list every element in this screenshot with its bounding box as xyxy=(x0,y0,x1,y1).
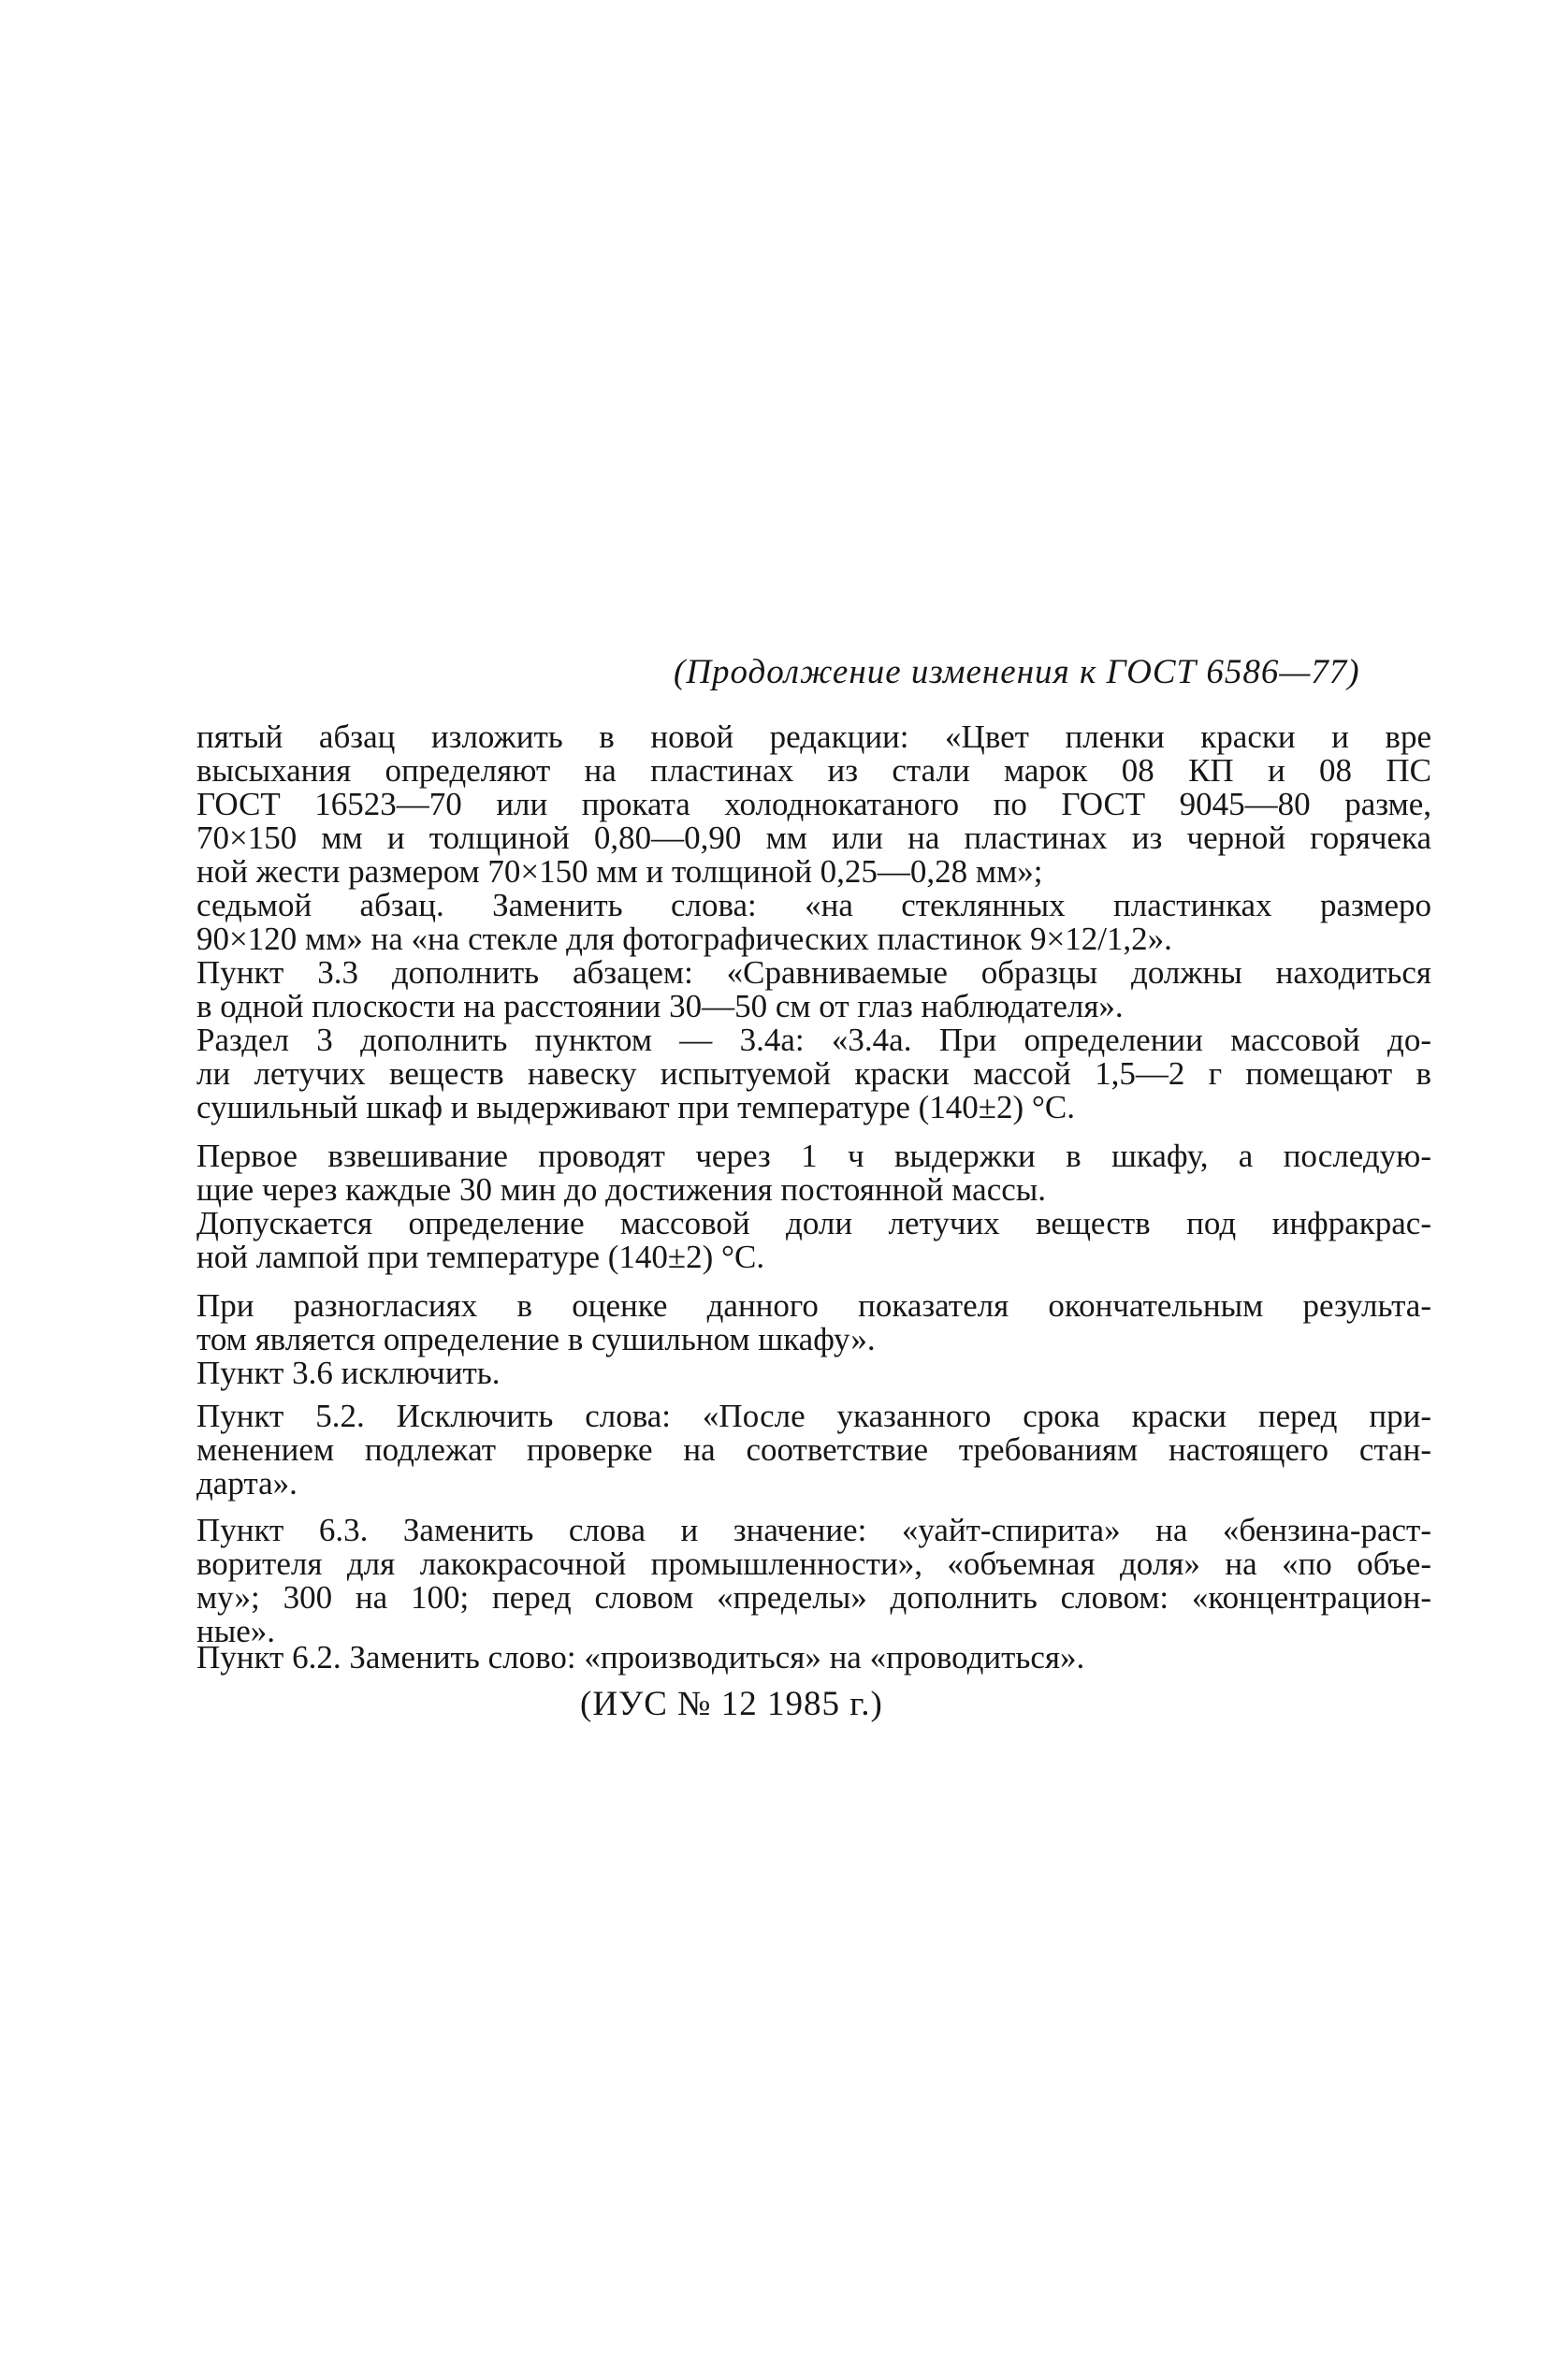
text-line-4: 70×150 мм и толщиной 0,80—0,90 мм или на пластинах из черной горячека xyxy=(196,820,1431,856)
text-line-2: высыхания определяют на пластинах из стали марок 08 КП и 08 ПС xyxy=(196,752,1431,789)
text-line-18: том является определение в сушильном шкафу». xyxy=(196,1321,876,1357)
text-line-9: в одной плоскости на расстоянии 30—50 см от глаз наблюдателя». xyxy=(196,988,1124,1024)
text-line-7: 90×120 мм» на «на стекле для фотографических пластинок 9×12/1,2». xyxy=(196,921,1172,957)
text-line-21: менением подлежат проверке на соответствие требованиям настоящего стан- xyxy=(196,1431,1431,1468)
text-line-6: седьмой абзац. Заменить слова: «на стеклянных пластинках размеро xyxy=(196,887,1431,923)
text-line-19: Пункт 3.6 исключить. xyxy=(196,1355,501,1391)
text-line-25: му»; 300 на 100; перед словом «пределы» дополнить словом: «концентрацион- xyxy=(196,1579,1431,1616)
text-line-12: сушильный шкаф и выдерживают при температуре (140±2) °С. xyxy=(196,1089,1075,1125)
text-line-5: ной жести размером 70×150 мм и толщиной 0,25—0,28 мм»; xyxy=(196,853,1043,890)
text-line-17: При разногласиях в оценке данного показателя окончательным результа- xyxy=(196,1287,1431,1324)
text-line-27: Пункт 6.2. Заменить слово: «производиться» на «проводиться». xyxy=(196,1639,1085,1676)
text-line-15: Допускается определение массовой доли летучих веществ под инфракрас- xyxy=(196,1205,1431,1241)
text-line-1: пятый абзац изложить в новой редакции: «Цвет пленки краски и вре xyxy=(196,718,1431,755)
text-line-16: ной лампой при температуре (140±2) °С. xyxy=(196,1239,765,1275)
text-line-20: Пункт 5.2. Исключить слова: «После указанного срока краски перед при- xyxy=(196,1398,1431,1434)
text-line-26: ные». xyxy=(196,1613,276,1649)
source-reference: (ИУС № 12 1985 г.) xyxy=(580,1685,883,1723)
text-line-10: Раздел 3 дополнить пунктом — 3.4а: «3.4а. При определении массовой до- xyxy=(196,1022,1431,1058)
text-line-22: дарта». xyxy=(196,1465,298,1502)
text-line-3: ГОСТ 16523—70 или проката холоднокатаного по ГОСТ 9045—80 разме, xyxy=(196,786,1431,822)
text-line-14: щие через каждые 30 мин до достижения постоянной массы. xyxy=(196,1171,1047,1208)
text-line-23: Пункт 6.3. Заменить слова и значение: «уайт-спирита» на «бензина-раст- xyxy=(196,1512,1431,1548)
text-line-24: ворителя для лакокрасочной промышленности», «объемная доля» на «по объе- xyxy=(196,1545,1431,1582)
text-line-11: ли летучих веществ навеску испытуемой краски массой 1,5—2 г помещают в xyxy=(196,1055,1431,1092)
text-line-8: Пункт 3.3 дополнить абзацем: «Сравниваемые образцы должны находиться xyxy=(196,954,1431,991)
continuation-header: (Продолжение изменения к ГОСТ 6586—77) xyxy=(674,653,1360,691)
text-line-13: Первое взвешивание проводят через 1 ч выдержки в шкафу, а последую- xyxy=(196,1138,1431,1174)
